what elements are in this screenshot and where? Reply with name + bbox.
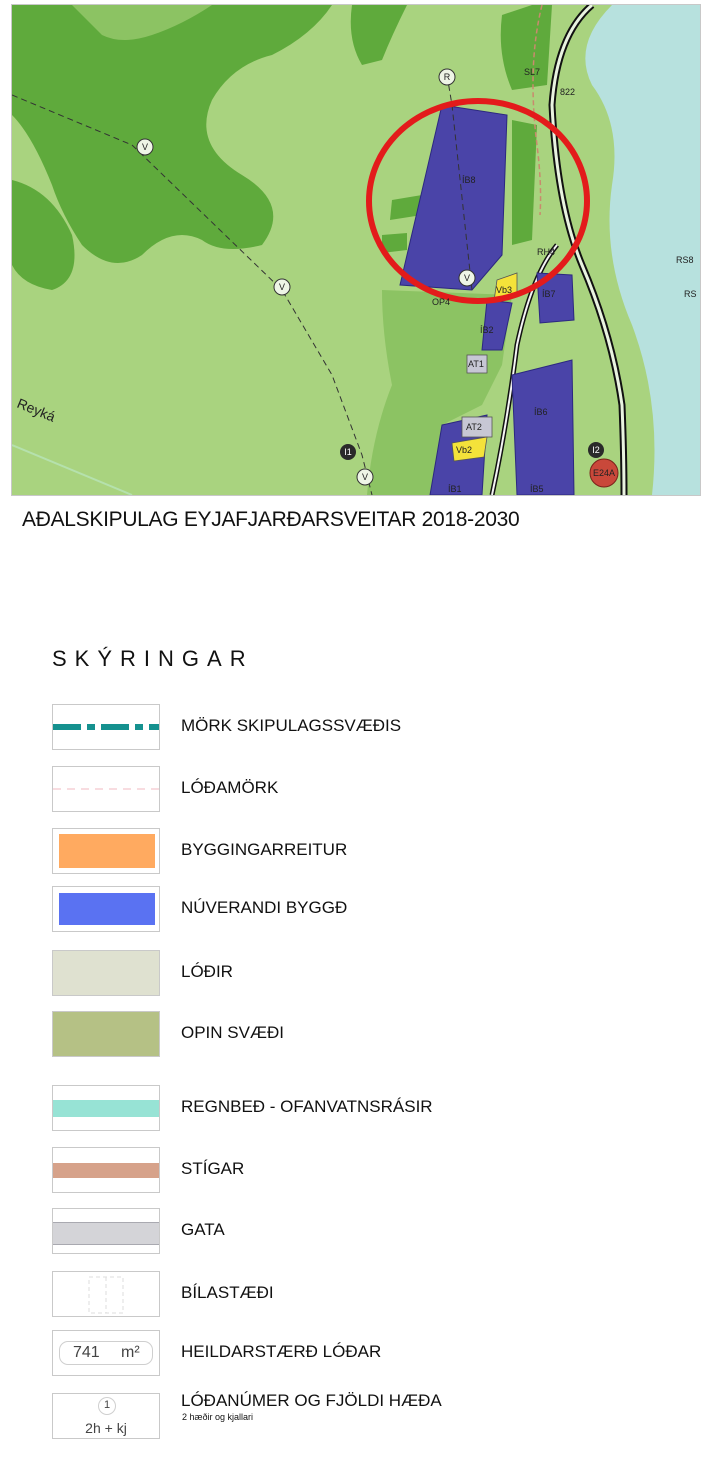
legend-label: GATA: [181, 1220, 225, 1239]
legend-item-plot-number: [52, 1393, 692, 1441]
svg-text:I1: I1: [344, 447, 352, 457]
label-at2: AT2: [466, 422, 482, 432]
plot-area-unit: m²: [121, 1344, 140, 1361]
svg-text:I2: I2: [592, 445, 600, 455]
legend-label: STÍGAR: [181, 1159, 245, 1178]
label-ib7: ÍB7: [542, 289, 556, 299]
swatch-rain-beds: [52, 1085, 160, 1131]
label-rs: RS: [684, 289, 697, 299]
legend-item-open-areas: [52, 1011, 692, 1059]
label-reyka: Reyká: [14, 394, 58, 425]
swatch-street: [52, 1208, 160, 1254]
label-vb3: Vb3: [496, 285, 513, 295]
label-sl7: SL7: [524, 67, 541, 77]
svg-text:V: V: [463, 273, 471, 283]
legend-item-building-area: [52, 828, 692, 876]
legend-label: REGNBEÐ - OFANVATNSRÁSIR: [181, 1097, 433, 1116]
label-rs8: RS8: [676, 255, 694, 265]
swatch-plot-area: [52, 1330, 160, 1376]
swatch-plots: [52, 950, 160, 996]
zoning-map[interactable]: [11, 4, 701, 496]
label-ib2: ÍB2: [480, 325, 494, 335]
marker-i2: [588, 442, 604, 458]
legend-label: NÚVERANDI BYGGÐ: [181, 898, 348, 917]
svg-text:E24A: E24A: [592, 468, 616, 478]
settlement-ib6: [512, 360, 574, 495]
marker-e24a: [590, 459, 618, 487]
plot-floors-value: 2h + kj: [85, 1420, 127, 1436]
legend-item-rain-beds: [52, 1085, 692, 1133]
svg-text:V: V: [141, 142, 149, 152]
legend-label: LÓÐANÚMER OG FJÖLDI HÆÐA: [181, 1391, 442, 1410]
legend-label: OPIN SVÆÐI: [181, 1023, 284, 1042]
marker-r: [439, 69, 455, 85]
legend-item-paths: [52, 1147, 692, 1195]
legend-sublabel: 2 hæðir og kjallari: [182, 1412, 254, 1422]
label-ib1: ÍB1: [448, 484, 462, 494]
map-title: AÐALSKIPULAG EYJAFJARÐARSVEITAR 2018-2030: [22, 508, 520, 531]
legend-item-existing-settlement: [52, 886, 692, 934]
swatch-paths: [52, 1147, 160, 1193]
swatch-open-areas: [52, 1011, 160, 1057]
plot-number-value: 1: [103, 1399, 111, 1411]
legend-item-street: [52, 1208, 692, 1256]
swatch-plot-boundary: [52, 766, 160, 812]
legend-item-plot-boundary: [52, 766, 692, 814]
legend-label: BYGGINGARREITUR: [181, 840, 348, 859]
legend-item-boundary: [52, 704, 692, 752]
legend-heading: SKÝRINGAR: [52, 646, 254, 671]
swatch-boundary-line: [52, 704, 160, 750]
svg-text:V: V: [278, 282, 286, 292]
legend-label: BÍLASTÆÐI: [181, 1283, 274, 1302]
swatch-existing-settlement: [52, 886, 160, 932]
svg-text:R: R: [443, 72, 451, 82]
forest-patch: [501, 5, 552, 90]
legend-label: LÓÐAMÖRK: [181, 778, 279, 797]
label-rh4: RH4: [537, 247, 556, 257]
label-ib8: ÍB8: [462, 175, 476, 185]
legend-item-plots: [52, 950, 692, 998]
marker-v: [357, 469, 373, 485]
legend-label: LÓÐIR: [181, 962, 233, 981]
legend-item-plot-area: [52, 1330, 692, 1378]
swatch-parking: [52, 1271, 160, 1317]
label-at1: AT1: [468, 359, 484, 369]
swatch-building-area: [52, 828, 160, 874]
swatch-plot-number: [52, 1393, 160, 1439]
marker-v: [274, 279, 290, 295]
label-op4: OP4: [432, 297, 451, 307]
svg-text:V: V: [361, 472, 369, 482]
label-vb2: Vb2: [456, 445, 473, 455]
legend-item-parking: [52, 1271, 692, 1319]
marker-i1: [340, 444, 356, 460]
label-822: 822: [560, 87, 576, 97]
legend-label: HEILDARSTÆRÐ LÓÐAR: [181, 1342, 382, 1361]
label-ib6: ÍB6: [534, 407, 548, 417]
marker-v: [137, 139, 153, 155]
marker-v: [459, 270, 475, 286]
plot-area-value: 741: [73, 1344, 100, 1361]
legend-label: MÖRK SKIPULAGSSVÆÐIS: [181, 716, 402, 735]
map-canvas: [12, 5, 700, 495]
label-ib5: ÍB5: [530, 484, 544, 494]
